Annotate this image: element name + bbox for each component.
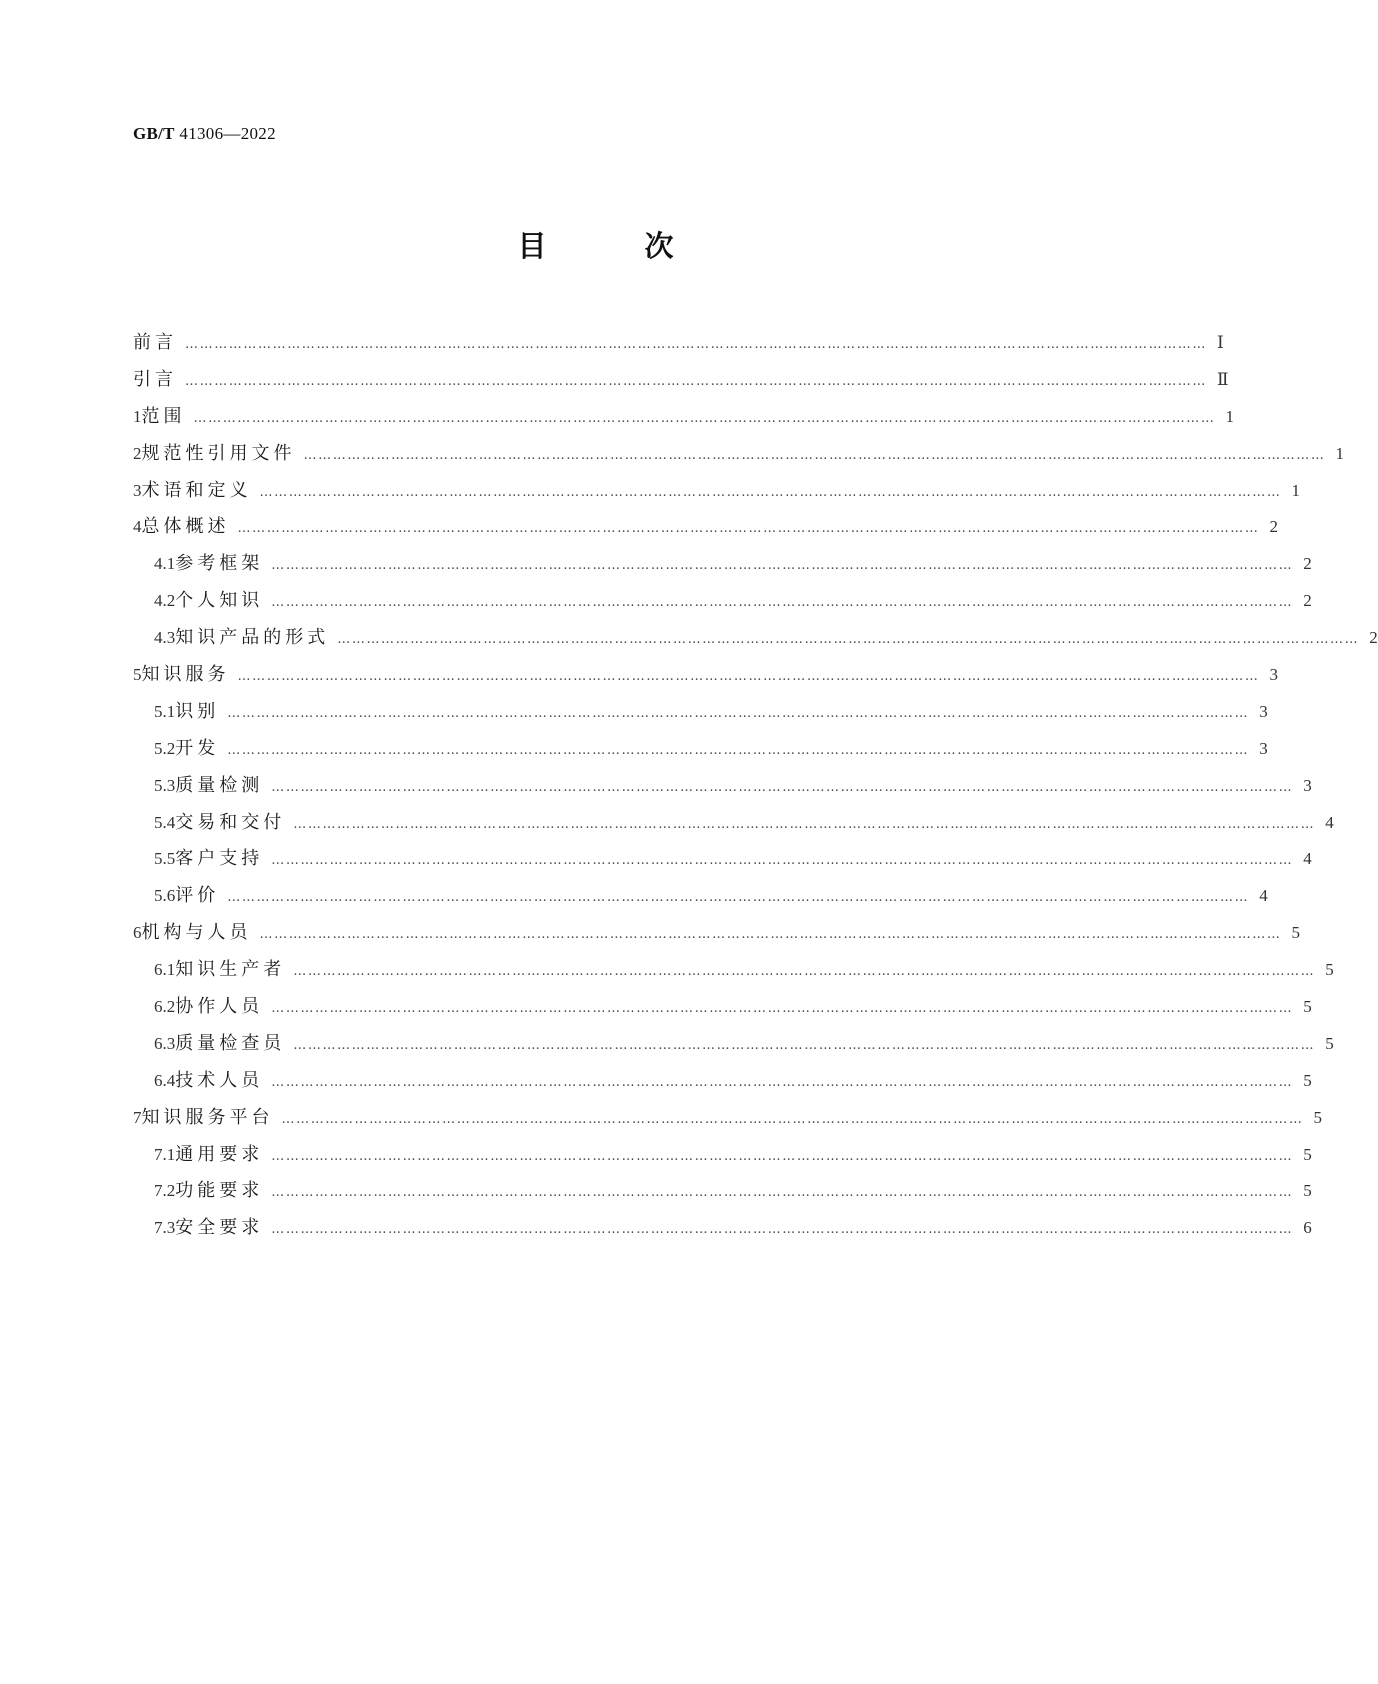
toc-entry-title: 总体概述: [141, 516, 230, 538]
toc-entry-number: 7.2: [154, 1181, 176, 1201]
toc-entry[interactable]: [133, 1029, 1334, 1066]
toc-entry-page: 4: [1303, 849, 1312, 869]
toc-entry[interactable]: [133, 881, 1268, 918]
toc-entry[interactable]: [133, 1140, 1312, 1177]
toc-entry-number: 4.3: [154, 628, 176, 648]
toc-entry[interactable]: [133, 402, 1234, 439]
toc-entry-title: 知识生产者: [175, 959, 286, 981]
toc-entry-page: 5: [1303, 1144, 1312, 1164]
toc-dot-leader: …………………………………………………………………………………………………………………………………………………………………………………………: [271, 1074, 1294, 1090]
toc-entry[interactable]: [133, 844, 1312, 881]
toc-dot-leader: …………………………………………………………………………………………………………………………………………………………………………………………: [227, 705, 1250, 721]
toc-entry-number: 6.4: [154, 1070, 176, 1090]
toc-entry-number: 5.2: [154, 738, 176, 758]
document-code: [133, 124, 276, 144]
toc-entry-title: 质量检查员: [175, 1032, 286, 1054]
toc-entry-page: Ⅱ: [1217, 369, 1229, 389]
toc-entry-number: 7: [133, 1107, 142, 1127]
toc-entry-number: 6.3: [154, 1033, 176, 1053]
toc-dot-leader: …………………………………………………………………………………………………………………………………………………………………………………………: [271, 779, 1294, 795]
toc-entry[interactable]: [133, 512, 1278, 549]
toc-entry-number: 5.4: [154, 812, 176, 832]
toc-entry-page: 3: [1269, 665, 1278, 685]
toc-entry-page: 1: [1225, 406, 1234, 426]
toc-entry[interactable]: [133, 918, 1300, 955]
toc-entry-page: Ⅰ: [1217, 333, 1224, 352]
toc-entry-page: 2: [1303, 554, 1312, 574]
toc-dot-leader: …………………………………………………………………………………………………………………………………………………………………………………………: [227, 742, 1250, 758]
toc-entry[interactable]: [133, 992, 1312, 1029]
table-of-contents: [133, 328, 1378, 1250]
toc-entry-number: 5.6: [154, 886, 176, 906]
toc-entry-number: 5.3: [154, 775, 176, 795]
toc-dot-leader: …………………………………………………………………………………………………………………………………………………………………………………………: [293, 816, 1316, 832]
toc-entry-number: 7.3: [154, 1218, 176, 1238]
toc-entry[interactable]: [133, 1176, 1312, 1213]
toc-entry-page: 1: [1335, 443, 1344, 463]
toc-entry-page: 5: [1303, 997, 1312, 1017]
toc-entry[interactable]: [133, 660, 1278, 697]
toc-entry-page: 2: [1369, 628, 1378, 648]
toc-entry-title: 技术人员: [175, 1069, 264, 1091]
toc-entry-page: 2: [1303, 591, 1312, 611]
toc-entry-title: 知识产品的形式: [175, 627, 330, 649]
toc-entry-title: 规范性引用文件: [141, 442, 296, 464]
toc-entry-number: 4: [133, 517, 142, 537]
standard-prefix: GB/T: [133, 124, 175, 143]
toc-entry[interactable]: [133, 955, 1334, 992]
toc-entry-number: 4.2: [154, 591, 176, 611]
toc-dot-leader: …………………………………………………………………………………………………………………………………………………………………………………………: [237, 521, 1260, 537]
toc-entry[interactable]: [133, 439, 1344, 476]
toc-entry-title: 知识服务: [141, 664, 230, 686]
toc-entry-title: 前言: [133, 332, 177, 353]
toc-entry-page: 3: [1303, 775, 1312, 795]
toc-entry-page: 4: [1259, 886, 1268, 906]
toc-entry-page: 6: [1303, 1218, 1312, 1238]
toc-entry-page: 5: [1303, 1181, 1312, 1201]
toc-dot-leader: …………………………………………………………………………………………………………………………………………………………………………………………: [259, 484, 1282, 500]
toc-entry[interactable]: [133, 1213, 1312, 1250]
toc-entry-number: 3: [133, 480, 142, 500]
toc-entry-page: 3: [1259, 701, 1268, 721]
toc-entry-page: 5: [1291, 923, 1300, 943]
toc-entry-title: 协作人员: [175, 996, 264, 1018]
toc-entry[interactable]: [133, 734, 1268, 771]
toc-entry-page: 5: [1325, 960, 1334, 980]
toc-entry-number: 1: [133, 406, 142, 426]
toc-entry-title: 交易和交付: [175, 811, 286, 833]
toc-dot-leader: …………………………………………………………………………………………………………………………………………………………………………………………: [271, 1185, 1294, 1201]
toc-entry-title: 参考框架: [175, 553, 264, 575]
toc-dot-leader: …………………………………………………………………………………………………………………………………………………………………………………………: [271, 853, 1294, 869]
toc-entry-number: 6.1: [154, 960, 176, 980]
toc-entry-title: 开发: [175, 737, 220, 759]
toc-entry-page: 1: [1291, 480, 1300, 500]
toc-dot-leader: …………………………………………………………………………………………………………………………………………………………………………………………: [271, 1222, 1294, 1238]
toc-entry[interactable]: [133, 623, 1378, 660]
page-title: 目 次: [517, 229, 718, 263]
toc-entry-title: 范围: [141, 405, 186, 427]
toc-dot-leader: …………………………………………………………………………………………………………………………………………………………………………………………: [337, 632, 1360, 648]
toc-entry-title: 术语和定义: [141, 479, 252, 501]
toc-entry-title: 功能要求: [175, 1180, 264, 1202]
toc-entry-page: 5: [1325, 1033, 1334, 1053]
toc-entry-title: 质量检测: [175, 774, 264, 796]
toc-entry-number: 6: [133, 923, 142, 943]
toc-entry-title: 机构与人员: [141, 922, 252, 944]
toc-entry-number: 2: [133, 443, 142, 463]
toc-dot-leader: …………………………………………………………………………………………………………………………………………………………………………………………: [271, 558, 1294, 574]
toc-dot-leader: …………………………………………………………………………………………………………………………………………………………………………………………: [293, 964, 1316, 980]
toc-entry[interactable]: [133, 697, 1268, 734]
toc-entry-title: 客户支持: [175, 848, 264, 870]
toc-entry-page: 5: [1303, 1070, 1312, 1090]
toc-dot-leader: …………………………………………………………………………………………………………………………………………………………………………………………: [227, 890, 1250, 906]
toc-entry[interactable]: [133, 328, 1224, 365]
toc-entry-page: 5: [1313, 1107, 1322, 1127]
toc-dot-leader: …………………………………………………………………………………………………………………………………………………………………………………………: [303, 447, 1326, 463]
toc-entry[interactable]: [133, 1066, 1312, 1103]
toc-entry[interactable]: [133, 549, 1312, 586]
toc-entry-number: 5.5: [154, 849, 176, 869]
toc-dot-leader: …………………………………………………………………………………………………………………………………………………………………………………………: [259, 927, 1282, 943]
toc-entry-page: 3: [1259, 738, 1268, 758]
toc-entry-page: 2: [1269, 517, 1278, 537]
standard-number: 41306—2022: [179, 124, 276, 143]
toc-entry-title: 引言: [133, 368, 177, 390]
toc-dot-leader: …………………………………………………………………………………………………………………………………………………………………………………………: [185, 373, 1207, 389]
toc-entry[interactable]: [133, 476, 1300, 513]
toc-entry-page: 4: [1325, 812, 1334, 832]
toc-entry[interactable]: [133, 586, 1312, 623]
toc-entry[interactable]: [133, 365, 1229, 402]
toc-entry-title: 通用要求: [175, 1143, 264, 1165]
toc-entry-number: 5: [133, 665, 142, 685]
toc-dot-leader: …………………………………………………………………………………………………………………………………………………………………………………………: [193, 410, 1216, 426]
toc-entry[interactable]: [133, 808, 1334, 845]
toc-entry[interactable]: [133, 771, 1312, 808]
toc-dot-leader: …………………………………………………………………………………………………………………………………………………………………………………………: [271, 595, 1294, 611]
toc-dot-leader: …………………………………………………………………………………………………………………………………………………………………………………………: [185, 337, 1207, 352]
toc-dot-leader: …………………………………………………………………………………………………………………………………………………………………………………………: [271, 1001, 1294, 1017]
toc-entry-number: 5.1: [154, 701, 176, 721]
toc-entry-number: 7.1: [154, 1144, 176, 1164]
toc-entry-title: 安全要求: [175, 1217, 264, 1239]
toc-entry-title: 识别: [175, 700, 220, 722]
toc-entry-number: 6.2: [154, 997, 176, 1017]
toc-dot-leader: …………………………………………………………………………………………………………………………………………………………………………………………: [293, 1037, 1316, 1053]
toc-dot-leader: …………………………………………………………………………………………………………………………………………………………………………………………: [281, 1111, 1304, 1127]
toc-entry-title: 个人知识: [175, 590, 264, 612]
toc-entry-title: 评价: [175, 885, 220, 907]
toc-entry-number: 4.1: [154, 554, 176, 574]
toc-dot-leader: …………………………………………………………………………………………………………………………………………………………………………………………: [271, 1148, 1294, 1164]
toc-dot-leader: …………………………………………………………………………………………………………………………………………………………………………………………: [237, 669, 1260, 685]
toc-entry[interactable]: [133, 1103, 1322, 1140]
toc-entry-title: 知识服务平台: [141, 1106, 274, 1128]
